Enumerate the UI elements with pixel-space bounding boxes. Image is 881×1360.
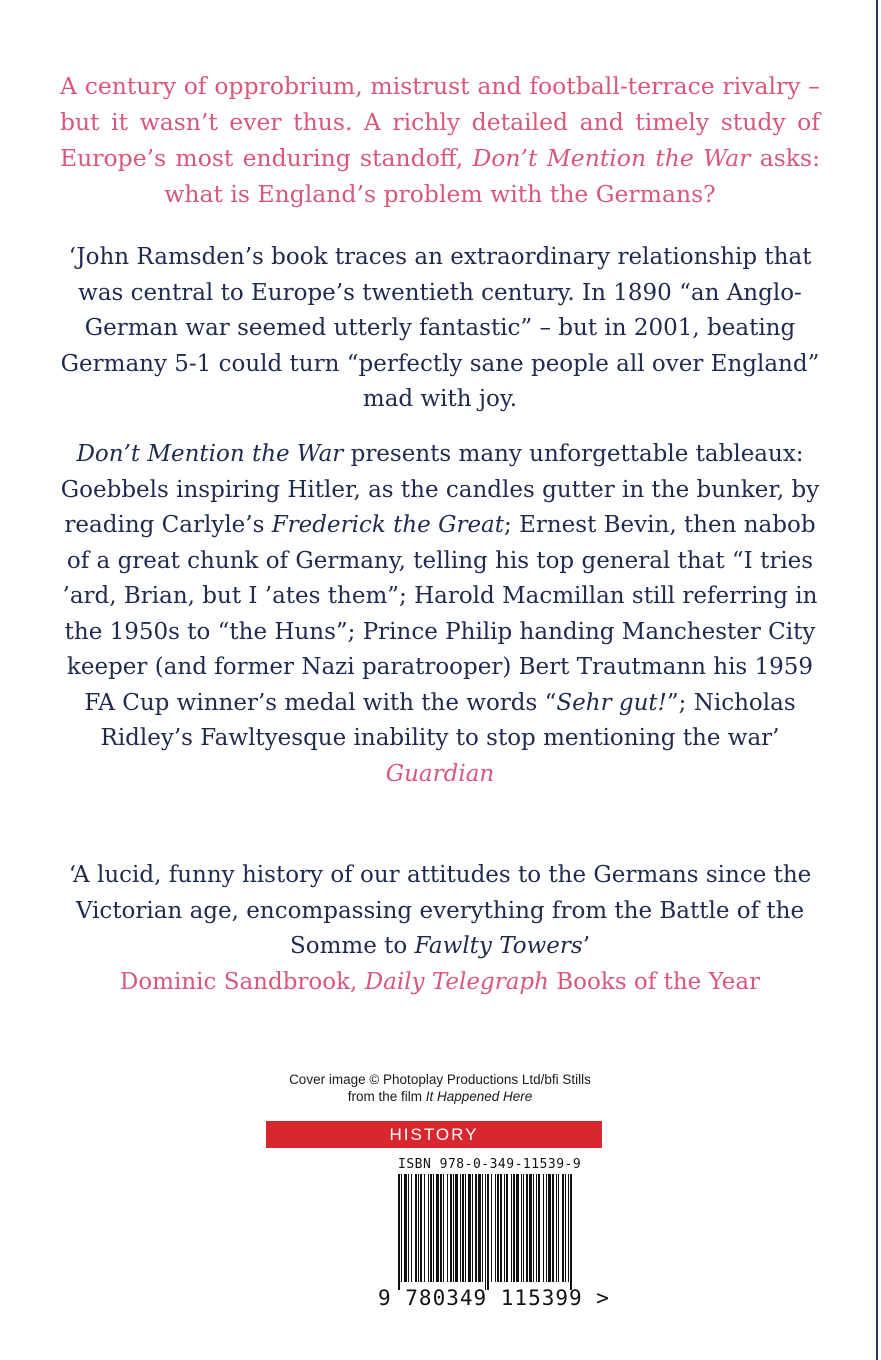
barcode-bar [529, 1174, 532, 1282]
barcode-bar [478, 1174, 481, 1282]
barcode-bar [430, 1174, 432, 1282]
barcode-bar [455, 1174, 458, 1282]
barcode-bar [504, 1174, 505, 1282]
barcode-bar [472, 1174, 473, 1282]
barcode-bar [558, 1174, 559, 1282]
barcode-bar [447, 1174, 448, 1282]
barcode-bar [511, 1174, 512, 1282]
barcode-bar [465, 1174, 466, 1282]
barcode-bar [536, 1174, 537, 1282]
barcode-bar [415, 1174, 417, 1282]
barcode-bar [440, 1174, 442, 1282]
barcode-bar [506, 1174, 508, 1282]
barcode-bar [408, 1174, 409, 1282]
barcode-bar [491, 1174, 492, 1282]
isbn-label: ISBN 978-0-349-11539-9 [398, 1157, 582, 1172]
barcode-bar [485, 1174, 486, 1290]
barcode-bar [556, 1174, 557, 1282]
book-title: Don’t Mention the War [472, 144, 751, 172]
barcode-bar [500, 1174, 502, 1282]
barcode-bar [516, 1174, 519, 1282]
barcode-bar [552, 1174, 554, 1282]
barcode-bar [404, 1174, 407, 1282]
barcode-bar [568, 1174, 569, 1282]
cover-image-credit: Cover image © Photoplay Productions Ltd/bfi Stills from the film It Happened Here [289, 1072, 591, 1104]
barcode-digits: 9 780349 115399 > [378, 1286, 610, 1310]
barcode-bar [468, 1174, 471, 1282]
barcode-bar [460, 1174, 461, 1282]
barcode-bar [495, 1174, 496, 1282]
barcode-bar [462, 1174, 464, 1282]
barcode-bar [533, 1174, 534, 1282]
barcode-bar [398, 1174, 400, 1290]
barcode-bar [475, 1174, 477, 1282]
category-label: HISTORY [266, 1121, 602, 1148]
barcode-bar [453, 1174, 454, 1282]
barcode-bar [418, 1174, 419, 1282]
barcode-bar [526, 1174, 528, 1282]
review-quote-2: Don’t Mention the War presents many unforgettable tableaux: Goebbels inspiring Hitler, as the candles gutter in the bunker, by reading Carlyle’s Frederick the Great; Ernest Bevin, then nabob of a great chunk of Germany, telling his top general that “I tries ’ard, Brian, but I ’ates them”; Harold Macmillan still referring in the 1950s to “the Huns”; Prince Philip handing Manchester City keeper (and former Nazi paratrooper) Bert Trautmann his 1959 FA Cup winner’s medal with the words “Sehr gut!”; Nicholas Ridley’s Fawltyesque inability to stop mentioning the war’ Guardian [60, 437, 820, 792]
barcode-bar [436, 1174, 439, 1282]
review-quote-3: ‘A lucid, funny history of our attitudes to the Germans since the Victorian age, encompassing everything from the Battle of the Somme to Fawlty Towers’ Dominic Sandbrook, Daily Telegraph Books of the Year [60, 858, 820, 1000]
barcode-bar [521, 1174, 522, 1282]
barcode-bar [546, 1174, 547, 1282]
barcode-bar [523, 1174, 524, 1282]
review-source-guardian: Guardian [385, 760, 495, 787]
review-quote-1: ‘John Ramsden’s book traces an extraordinary relationship that was central to Europe’s twentieth century. In 1890 “an Anglo-German war seemed utterly fantastic” – but in 2001, beating Germany 5-1 could turn “perfectly sane people all over England” mad with joy. [60, 244, 820, 412]
barcode-bar [565, 1174, 566, 1282]
barcode-bar [428, 1174, 429, 1282]
barcode-bar [548, 1174, 551, 1282]
barcode-bar [482, 1174, 483, 1282]
barcode-bar [543, 1174, 544, 1282]
barcode-bar [562, 1174, 564, 1282]
cover-blurb: A century of opprobrium, mistrust and football-terrace rivalry – but it wasn’t ever thus. A richly detailed and timely study of Europe’s most enduring standoff, Don’t Mention the War asks: what is England’s problem with the Germans? [60, 72, 820, 208]
barcode-bar [513, 1174, 515, 1282]
barcode-bar [411, 1174, 412, 1282]
barcode-bar [401, 1174, 402, 1282]
barcode-bar [570, 1174, 572, 1290]
barcode-bar [443, 1174, 444, 1282]
review-source-telegraph: Dominic Sandbrook, Daily Telegraph Books of the Year [119, 968, 761, 995]
spine-edge-line [876, 0, 878, 1360]
barcode-bar [433, 1174, 434, 1282]
barcode-bar [497, 1174, 499, 1282]
barcode-bar [424, 1174, 425, 1282]
barcode-bar [487, 1174, 489, 1290]
barcode-bar [420, 1174, 422, 1282]
barcode-bar [538, 1174, 540, 1282]
barcode-graphic [396, 1174, 576, 1290]
barcode-bar [450, 1174, 452, 1282]
